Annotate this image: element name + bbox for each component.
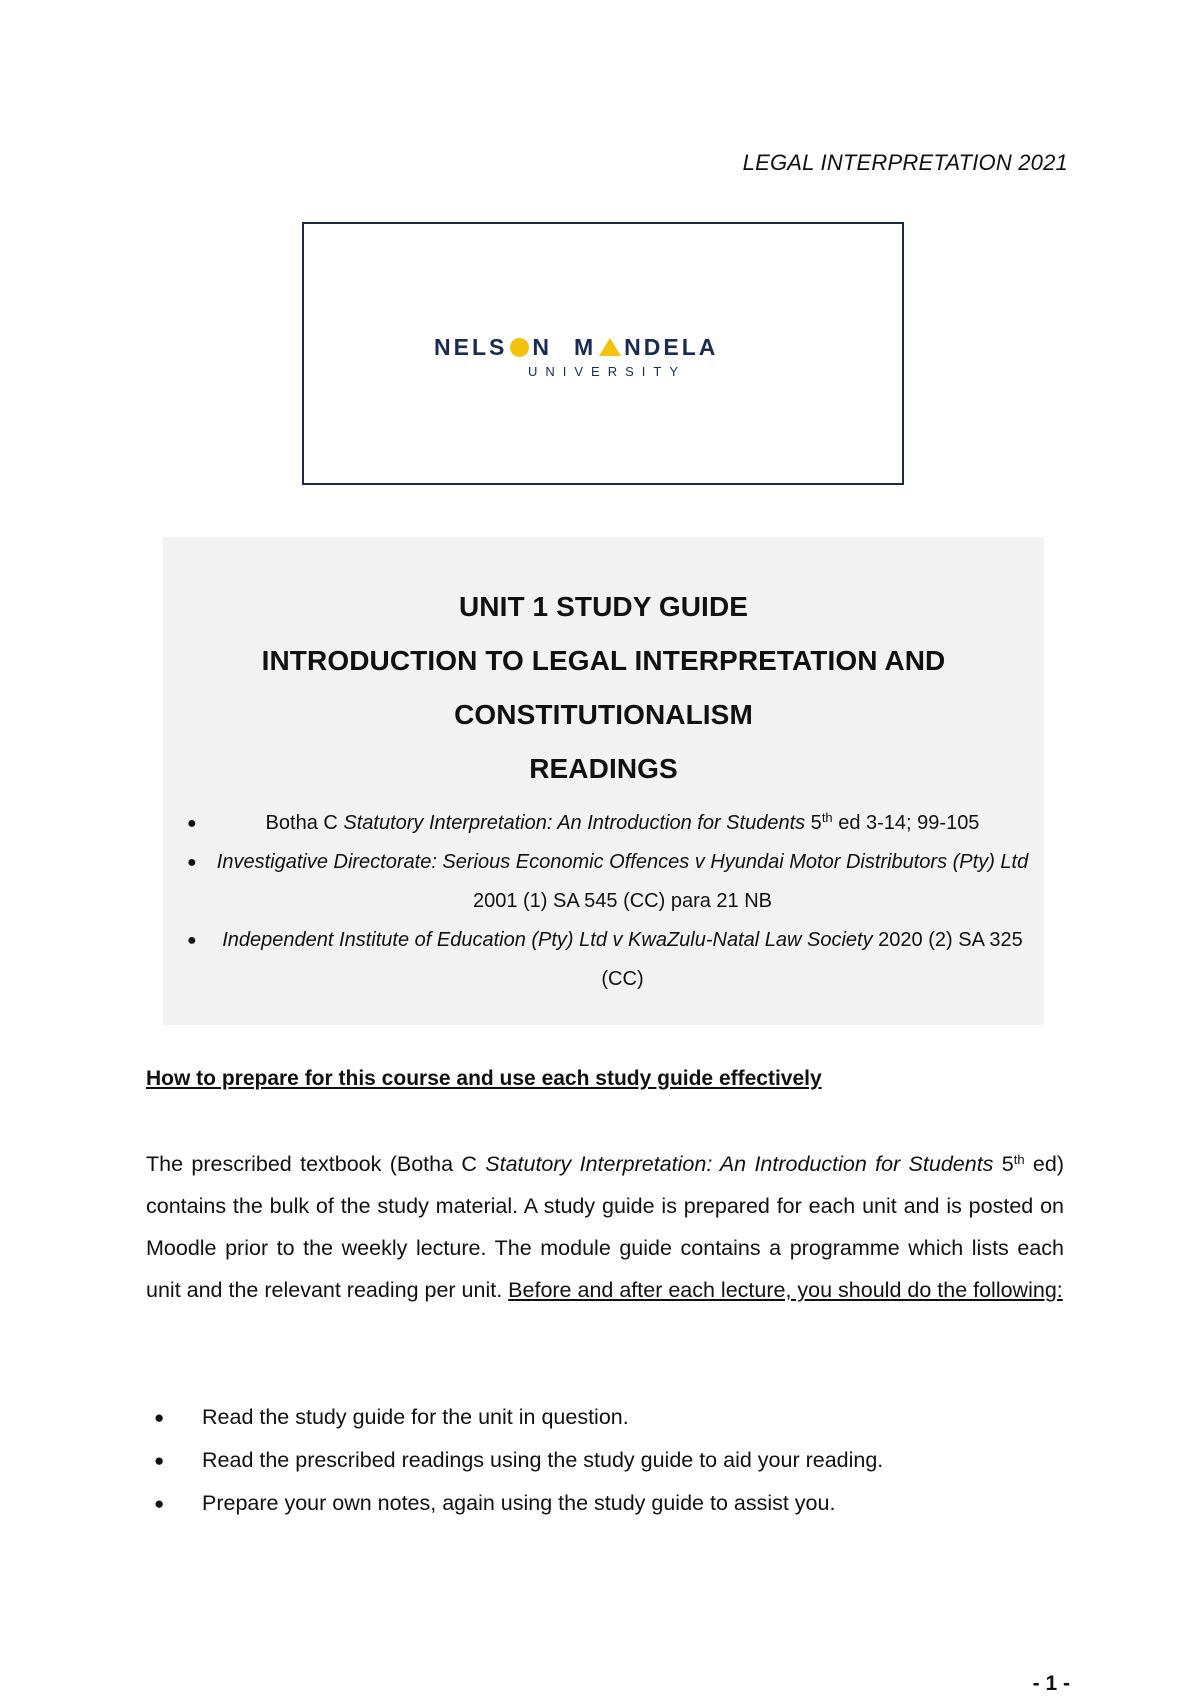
- readings-heading: READINGS: [529, 753, 678, 784]
- logo-text-part: NELS: [434, 334, 508, 360]
- step-item: ● Prepare your own notes, again using the study guide to assist you.: [146, 1482, 883, 1525]
- reading-item: ● Independent Institute of Education (Pty) Ltd v KwaZulu-Natal Law Society 2020 (2) SA 325 (CC): [163, 921, 1044, 999]
- bullet-icon: ●: [154, 1494, 165, 1513]
- document-header: LEGAL INTERPRETATION 2021: [742, 150, 1068, 175]
- section-heading: How to prepare for this course and use each study guide effectively: [146, 1067, 822, 1090]
- step-item: ● Read the study guide for the unit in question.: [146, 1396, 883, 1439]
- bullet-icon: ●: [187, 932, 197, 949]
- logo-text-part: N: [532, 334, 552, 360]
- page-number: - 1 -: [1032, 1672, 1070, 1695]
- logo-text-part: NDELA: [624, 334, 719, 360]
- reading-item: ● Investigative Directorate: Serious Economic Offences v Hyundai Motor Distributors (Pty) Ltd 2001 (1) SA 545 (CC) para 21 NB: [163, 843, 1044, 921]
- bullet-icon: ●: [187, 854, 197, 871]
- intro-paragraph: The prescribed textbook (Botha C Statutory Interpretation: An Introduction for Students 5th ed) contains the bulk of the study material. A study guide is prepared for each unit and is posted on Moodle prior to the weekly lecture. The module guide contains a programme which lists each unit and the relevant reading per unit. Before and after each lecture, you should do the following:: [146, 1152, 1064, 1302]
- bullet-icon: ●: [154, 1451, 165, 1470]
- step-item: ● Read the prescribed readings using the study guide to aid your reading.: [146, 1439, 883, 1482]
- unit-title: UNIT 1 STUDY GUIDE: [458, 591, 749, 622]
- unit-subtitle-line1: INTRODUCTION TO LEGAL INTERPRETATION AND: [261, 645, 946, 676]
- triangle-icon: [599, 338, 621, 356]
- logo-subtitle: UNIVERSITY: [527, 364, 686, 379]
- university-logo-box: [302, 222, 904, 485]
- study-guide-panel: [163, 537, 1044, 1025]
- bullet-icon: ●: [187, 815, 197, 832]
- university-logo: [434, 334, 718, 361]
- readings-list: [163, 804, 1044, 999]
- logo-text-part: M: [573, 334, 597, 360]
- reading-item: ● Botha C Statutory Interpretation: An Introduction for Students 5th ed 3-14; 99-105: [163, 804, 1044, 843]
- bullet-icon: ●: [154, 1408, 165, 1427]
- steps-list: [146, 1396, 883, 1525]
- sun-icon: [510, 338, 529, 357]
- unit-subtitle-line2: CONSTITUTIONALISM: [454, 699, 753, 730]
- underlined-instruction: Before and after each lecture, you should do the following:: [508, 1278, 1063, 1302]
